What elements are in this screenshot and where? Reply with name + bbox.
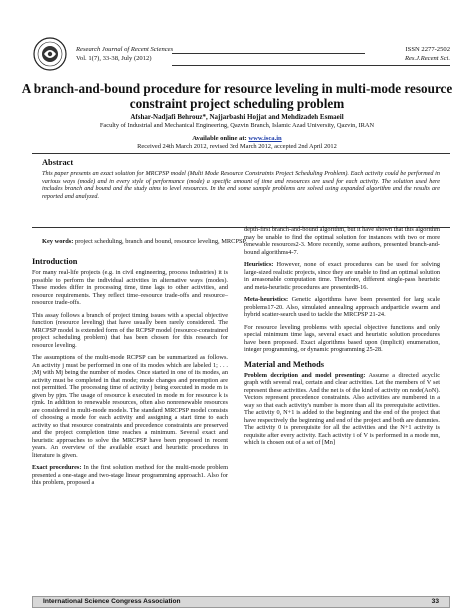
resource-leveling-paragraph: For resource leveling problems with special objective functions and only special minimum time lags, several exact and heuristic solution procedures have been proposed. Exact algorithms based upon (implicit) enumeration, integer programming, or dynamic programming 25-28. bbox=[244, 323, 440, 353]
exact-procedures-text: In the first solution method for the multi-mode problem presented a one-stage and two-stage linear programming approach1. Also for this problem, proposed a bbox=[32, 464, 228, 486]
website-link[interactable]: www.isca.in bbox=[248, 135, 282, 142]
meta-heuristics-text: Genetic algorithms have been presented for larg scale problems17-20. Also, simulated annealing approach andparticle swarm and hybrid scatter-search used to tackle the MRCPSP 21-24. bbox=[244, 296, 440, 318]
introduction-heading: Introduction bbox=[32, 257, 78, 266]
keywords-text: project scheduling, branch and bound, resource leveling, MRCPSP. bbox=[75, 238, 247, 245]
keywords bbox=[42, 238, 247, 246]
issn: ISSN 2277-2502 bbox=[405, 46, 450, 53]
available-online-label: Available online at: bbox=[192, 135, 249, 142]
heuristics-text: However, none of exact procedures can be used for solving large-sized realistic projects, since they are unable to find an optimal solution in areasonable computation time. Therefore, different single-pass heuristic and meta-heuristic procedures are presented8-16. bbox=[244, 261, 440, 291]
abstract-section bbox=[32, 153, 450, 228]
left-column bbox=[32, 256, 228, 492]
journal-abbrev: Res.J.Recent Sci. bbox=[404, 55, 450, 62]
right-column bbox=[244, 226, 440, 452]
problem-description-paragraph bbox=[244, 372, 440, 447]
problem-description-text: Assume a directed acyclic graph with several real, certain and clear activities. Let the members of V set represent these activities. And the net is of the kind of activity on node(AoN). Vectors represent precedence constraints. Also activities are numbered in a way so that each activity's number is more than all its prerequisite activities. The activity 0, N+1 is added to the beginning and the end of the project that have respectively the beginning and end of the project and both are dummies. The activity 0 is prerequisite for all the activities and the N+1 activity is requisite after every activity. Each activity i of V is performed in a mode mn, which is chosen out of a set of [Mn] bbox=[244, 371, 441, 446]
header-rule-lower bbox=[172, 65, 450, 66]
methods-heading: Material and Methods bbox=[244, 359, 325, 369]
authors: Afshar-Nadjafi Behrouz*, Najjarbashi Hojjat and Mehdizadeh Esmaeil bbox=[130, 113, 344, 121]
heuristics-lead: Heuristics: bbox=[244, 261, 274, 268]
abstract-heading: Abstract bbox=[42, 158, 74, 167]
page-number: 33 bbox=[431, 598, 439, 605]
received-dates: Received 24th March 2012, revised 3rd March 2012, accepted 2nd April 2012 bbox=[137, 143, 337, 150]
meta-heuristics-paragraph bbox=[244, 296, 440, 319]
available-online bbox=[20, 135, 454, 143]
volume-line: Vol. 1(7), 33-38, July (2012) bbox=[76, 55, 152, 62]
page-footer bbox=[32, 596, 450, 608]
intro-paragraph-3: The assumptions of the multi-mode RCPSP can be summarized as follows. An activity j must be performed in one of its modes which are labeled 1; . . . ;Mj with Mj being the number of modes. Once started in one of its modes, an activity must be completed in that mode; mode changes and preemption are not permitted. The processing time of activity j being executed in mode m is given by pjm. The usage of resource k executed in mode m for resource k is rjmk. In addition to renewable resources, often also nonrenewable resources are considered in multi-mode models. The standard MRCPSP model consists of choosing a mode for each activity and assigning a start time to each activity so that resource constraints and precedence constraints are preserved and the project completion time reaches a minimum. Several exact and heuristic approaches to solve the MRCPSP have been proposed in recent years. An overview of the available exact and heuristic procedures in literature is given. bbox=[32, 354, 228, 459]
abstract-text: This paper presents an exact solution for MRCPSP model (Multi Mode Resource Constraints Project Scheduling Problem). Each activity could be performed in various ways (mode) and in every style of performance (mode) a specific amount of time and resources are used for each activity. The solution used here includes branch and bound and the study aims to level resources. In the end some sample problems are solved using expanded algorithm and the results are reported and analyzed. bbox=[42, 170, 440, 200]
intro-paragraph-2: This assay follows a branch of project timing issues with a special objective function (resource leveling) that have usually been rarely considered. The MRCPSP model is extended form of the RCPSP model (resource-constrained project scheduling problem) that has been chosen for this research for resource leveling. bbox=[32, 311, 228, 349]
problem-description-lead: Problem decription and model presenting: bbox=[244, 371, 366, 379]
paper-title: A branch-and-bound procedure for resource leveling in multi-mode resource constraint project scheduling problem bbox=[21, 81, 453, 111]
right-paragraph-1: depth-first branch-and-bound algorithm, but it have shown that this algorithm may be unable to find the optimal solution for instances with two or more renewable resources2-3. More recently, some authors, presented branch-and-bound algorithms4-7. bbox=[244, 226, 440, 256]
journal-seal-logo bbox=[32, 36, 68, 72]
intro-paragraph-1: For many real-life projects (e.g. in civil engineering, process industries) it is possible to perform the individual activities in alternative ways (modes). These modes differ in processing time, time lags to other activities, and resource requirements. They reflect time–resource trade-offs and resource–resource trade-offs. bbox=[32, 269, 228, 306]
heuristics-paragraph bbox=[244, 261, 440, 291]
journal-name: Research Journal of Recent Sciences bbox=[76, 46, 174, 53]
exact-procedures-paragraph bbox=[32, 464, 228, 487]
footer-association: International Science Congress Association bbox=[43, 598, 181, 605]
exact-procedures-lead: Exact procedures: bbox=[32, 464, 82, 471]
keywords-label: Key words: bbox=[42, 238, 76, 245]
affiliation: Faculty of Industrial and Mechanical Engineering, Qazvin Branch, Islamic Azad University, Qazvin, IRAN bbox=[99, 122, 375, 129]
header-rule bbox=[172, 53, 365, 54]
meta-heuristics-lead: Meta-heuristics: bbox=[244, 296, 289, 303]
journal-header bbox=[32, 42, 450, 72]
